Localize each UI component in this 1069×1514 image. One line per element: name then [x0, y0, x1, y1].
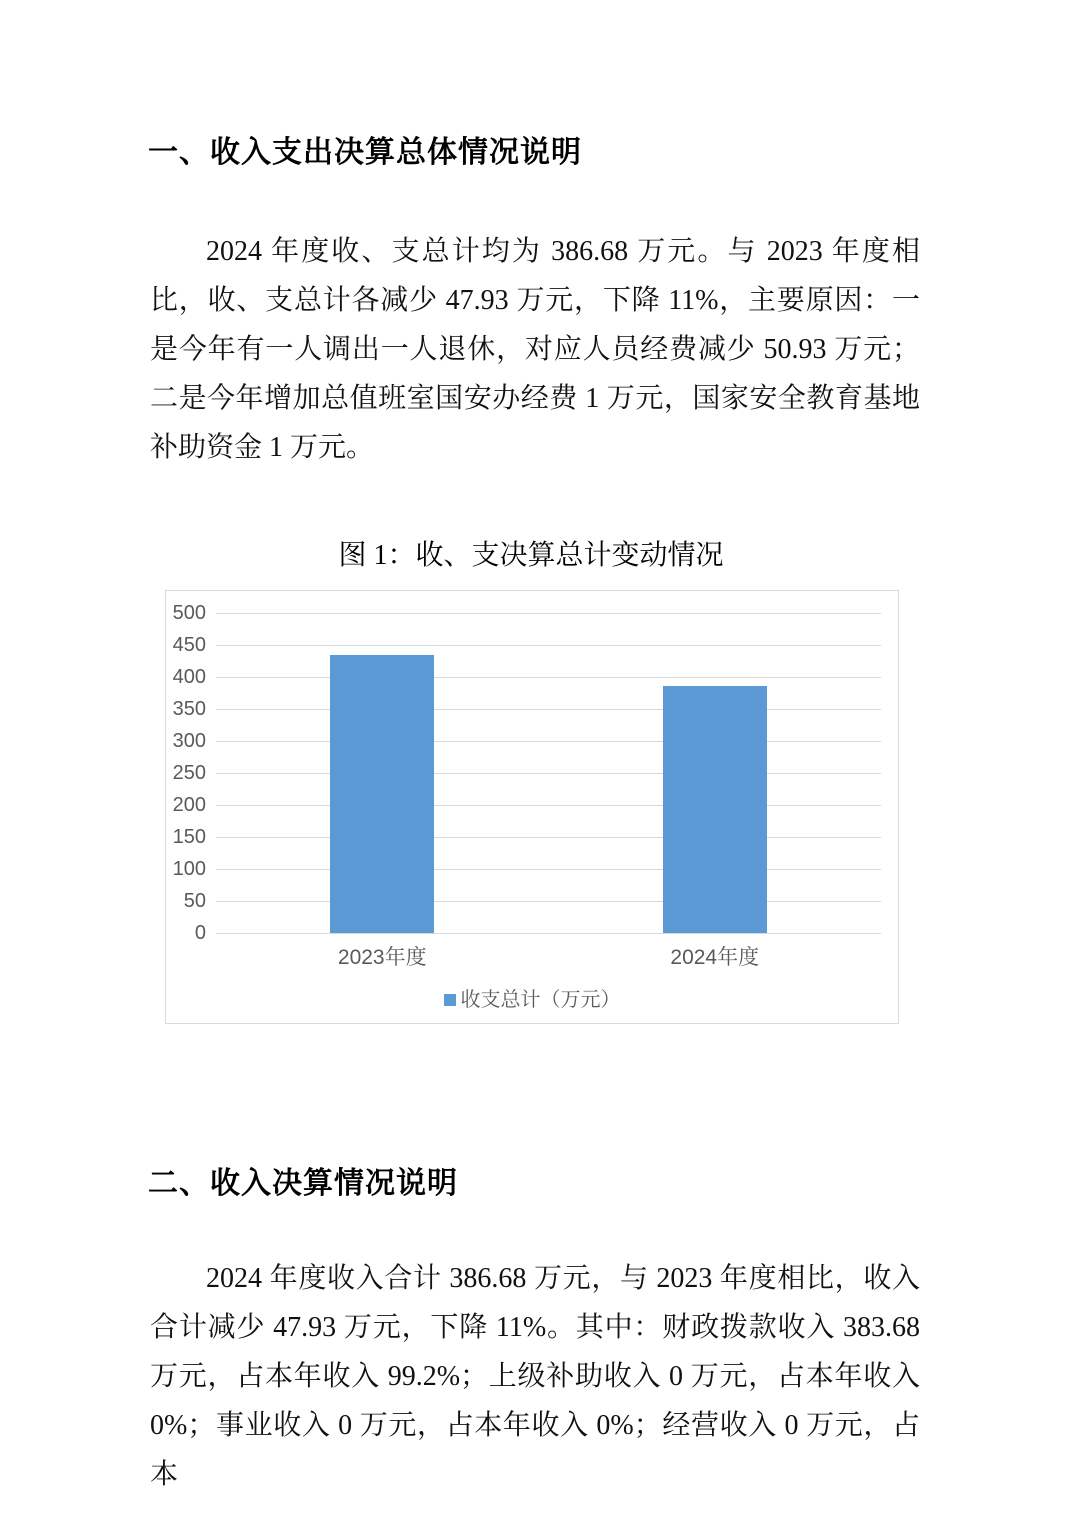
gridline-200 [216, 805, 881, 806]
y-tick-label-200: 200 [172, 794, 206, 816]
x-category-label-2024年度: 2024年度 [670, 946, 760, 969]
bar-chart [165, 590, 899, 1024]
bar-2023年度 [330, 655, 434, 933]
x-category-label-2023年度: 2023年度 [337, 946, 427, 969]
bar-2024年度 [663, 686, 767, 933]
y-tick-label-150: 150 [172, 826, 206, 848]
gridline-400 [216, 677, 881, 678]
section-1-heading: 一、收入支出决算总体情况说明 [148, 136, 582, 169]
y-tick-label-50: 50 [183, 890, 206, 912]
y-tick-label-250: 250 [172, 762, 206, 784]
figure-1-caption: 图 1：收、支决算总计变动情况 [338, 540, 724, 571]
y-tick-label-300: 300 [172, 730, 206, 752]
gridline-350 [216, 709, 881, 710]
y-tick-label-400: 400 [172, 666, 206, 688]
gridline-300 [216, 741, 881, 742]
plot-area [216, 613, 881, 933]
y-tick-label-0: 0 [194, 922, 206, 944]
gridline-100 [216, 869, 881, 870]
y-tick-label-350: 350 [172, 698, 206, 720]
legend-swatch-icon [444, 994, 456, 1006]
y-tick-label-500: 500 [172, 602, 206, 624]
gridline-0 [216, 933, 881, 934]
section-2-paragraph: 2024 年度收入合计 386.68 万元，与 2023 年度相比，收入合计减少 47.93 万元，下降 11%。其中：财政拨款收入 383.68 万元，占本年收入 99.2%；上级补助收入 0 万元，占本年收入 0%；事业收入 0 万元，占本年收入 0%；经营收入 0 万元，占本 [150, 1263, 920, 1490]
gridline-50 [216, 901, 881, 902]
chart-legend [166, 983, 898, 1012]
legend-label: 收支总计（万元） [460, 989, 621, 1011]
gridline-500 [216, 613, 881, 614]
gridline-450 [216, 645, 881, 646]
section-2-heading: 二、收入决算情况说明 [148, 1167, 458, 1200]
section-1-paragraph: 2024 年度收、支总计均为 386.68 万元。与 2023 年度相比，收、支总计各减少 47.93 万元，下降 11%，主要原因：一是今年有一人调出一人退休，对应人员经费减少 50.93 万元；二是今年增加总值班室国安办经费 1 万元，国家安全教育基地补助资金 1 万元。 [150, 236, 920, 463]
y-tick-label-450: 450 [172, 634, 206, 656]
gridline-150 [216, 837, 881, 838]
gridline-250 [216, 773, 881, 774]
y-tick-label-100: 100 [172, 858, 206, 880]
